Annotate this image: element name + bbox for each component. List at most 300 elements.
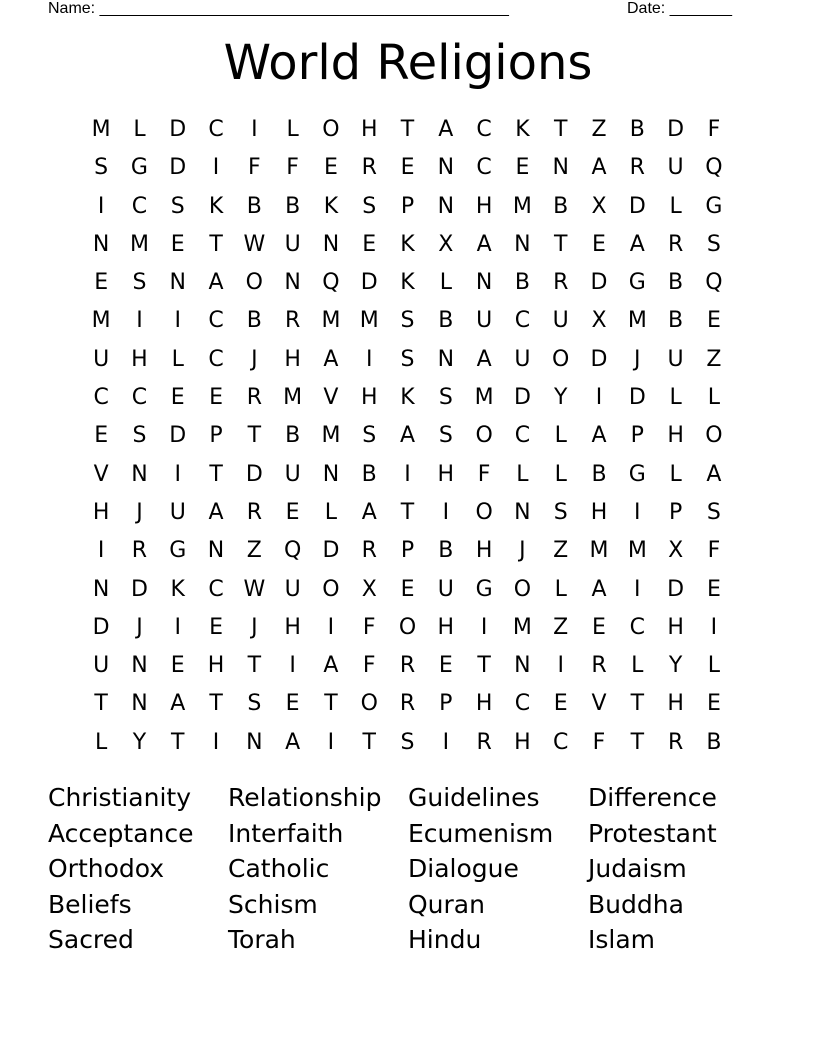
grid-row — [82, 302, 733, 340]
grid-letter: H — [284, 614, 301, 640]
grid-letter: S — [362, 193, 377, 219]
grid-letter: U — [514, 346, 531, 372]
word-bank-item: Ecumenism — [408, 818, 554, 848]
grid-letter: D — [513, 385, 531, 411]
grid-letter: N — [437, 193, 455, 219]
grid-letter: A — [361, 499, 377, 525]
grid-letter: P — [439, 691, 453, 717]
grid-letter: C — [208, 576, 224, 602]
grid-letter: A — [476, 346, 492, 372]
grid-letter: L — [631, 653, 644, 679]
grid-letter: I — [97, 193, 105, 219]
grid-letter: I — [289, 653, 296, 679]
grid-row — [82, 456, 733, 494]
grid-letter: C — [514, 308, 531, 334]
word-bank-item: Interfaith — [228, 818, 344, 848]
grid-letter: E — [285, 499, 300, 525]
word-bank-item: Quran — [408, 889, 485, 919]
word-bank-row — [48, 887, 768, 923]
grid-letter: D — [667, 117, 685, 142]
grid-letter: L — [669, 385, 682, 411]
grid-letter: L — [669, 461, 682, 487]
grid-letter: U — [552, 308, 569, 334]
grid-letter: T — [209, 691, 223, 717]
grid-letter: Z — [591, 117, 607, 142]
grid-letter: O — [475, 499, 493, 525]
grid-letter: T — [94, 691, 108, 717]
word-bank-row — [48, 922, 768, 958]
grid-letter: M — [129, 231, 149, 257]
date-field-label: Date: _______ — [627, 0, 732, 17]
grid-letter: K — [170, 576, 185, 602]
grid-letter: F — [362, 653, 376, 679]
grid-letter: B — [285, 193, 301, 219]
grid-letter: A — [323, 346, 339, 372]
grid-letter: N — [552, 155, 569, 181]
grid-letter: R — [591, 653, 607, 679]
grid-letter: L — [554, 423, 567, 449]
grid-letter: O — [322, 117, 340, 142]
grid-letter: F — [286, 155, 299, 181]
grid-letter: X — [438, 231, 454, 257]
grid-letter: I — [251, 117, 258, 142]
grid-letter: X — [361, 576, 377, 602]
grid-letter: E — [592, 614, 606, 640]
grid-letter: S — [706, 499, 721, 525]
grid-letter: K — [400, 231, 415, 257]
grid-letter: N — [322, 461, 340, 487]
grid-letter: R — [361, 538, 377, 564]
grid-letter: J — [136, 614, 143, 640]
grid-letter: I — [212, 729, 220, 755]
grid-letter: C — [629, 614, 645, 640]
letter-grid — [82, 111, 733, 762]
grid-row — [82, 685, 733, 723]
grid-letter: O — [705, 423, 723, 449]
grid-letter: C — [131, 193, 148, 219]
grid-letter: M — [627, 538, 647, 564]
grid-letter: O — [513, 576, 532, 602]
grid-letter: H — [475, 691, 493, 717]
grid-letter: U — [667, 155, 684, 181]
grid-letter: H — [360, 385, 378, 411]
grid-letter: E — [170, 231, 185, 257]
grid-letter: U — [476, 308, 493, 334]
grid-letter: F — [477, 461, 491, 487]
grid-letter: B — [553, 193, 569, 219]
grid-letter: E — [706, 691, 721, 717]
word-bank-item: Relationship — [228, 783, 382, 812]
grid-letter: C — [514, 423, 531, 449]
grid-letter: O — [552, 346, 570, 372]
grid-letter: G — [628, 270, 646, 296]
grid-letter: R — [284, 308, 301, 334]
grid-row — [82, 417, 733, 455]
grid-letter: P — [400, 193, 415, 219]
grid-letter: L — [554, 576, 567, 602]
grid-letter: Q — [322, 270, 340, 296]
grid-letter: G — [169, 538, 187, 564]
word-bank-item: Catholic — [228, 854, 330, 884]
grid-letter: K — [208, 193, 224, 219]
grid-letter: K — [400, 385, 415, 411]
grid-letter: U — [93, 346, 110, 372]
grid-letter: C — [131, 385, 148, 411]
grid-letter: Z — [553, 538, 569, 564]
grid-letter: P — [630, 423, 644, 449]
grid-letter: M — [589, 538, 609, 564]
grid-letter: S — [438, 423, 453, 449]
grid-letter: C — [208, 346, 224, 372]
grid-letter: L — [707, 653, 721, 679]
grid-letter: E — [400, 576, 415, 602]
grid-letter: G — [628, 461, 646, 487]
grid-letter: H — [284, 346, 301, 372]
grid-letter: E — [515, 155, 530, 181]
grid-letter: N — [92, 576, 110, 602]
grid-letter: U — [437, 576, 454, 602]
grid-letter: C — [514, 691, 531, 717]
grid-letter: B — [668, 308, 684, 334]
grid-letter: H — [360, 117, 378, 142]
grid-letter: D — [322, 538, 340, 564]
grid-letter: L — [95, 729, 108, 755]
grid-letter: I — [136, 308, 143, 334]
word-bank-item: Islam — [588, 925, 656, 955]
grid-row — [82, 341, 733, 379]
grid-letter: D — [667, 576, 685, 602]
word-bank-item: Christianity — [48, 783, 192, 812]
grid-letter: R — [553, 270, 569, 296]
grid-letter: R — [246, 499, 262, 525]
grid-letter: C — [476, 155, 492, 181]
grid-letter: B — [285, 423, 301, 449]
grid-letter: K — [400, 270, 415, 296]
word-bank-row — [48, 816, 768, 852]
grid-letter: L — [324, 499, 338, 525]
grid-row — [82, 264, 733, 302]
grid-row — [82, 111, 733, 149]
grid-row — [82, 571, 733, 609]
grid-letter: G — [130, 155, 148, 181]
grid-letter: B — [514, 270, 530, 296]
grid-letter: V — [323, 385, 339, 411]
grid-letter: I — [634, 499, 641, 525]
word-bank-item: Dialogue — [408, 854, 519, 884]
grid-letter: T — [400, 117, 415, 142]
name-field-label: Name: ______________________________________________ — [48, 0, 509, 17]
grid-letter: S — [170, 193, 185, 219]
grid-letter: E — [323, 155, 338, 181]
grid-letter: U — [93, 653, 110, 679]
grid-letter: X — [668, 538, 684, 564]
grid-letter: D — [169, 155, 187, 181]
grid-letter: T — [630, 729, 645, 755]
word-bank-item: Beliefs — [48, 889, 132, 919]
grid-letter: E — [209, 385, 223, 411]
grid-letter: E — [94, 270, 109, 296]
word-bank — [48, 780, 768, 958]
grid-letter: E — [553, 691, 568, 717]
grid-letter: B — [246, 193, 262, 219]
grid-letter: E — [400, 155, 415, 181]
grid-letter: N — [131, 691, 148, 717]
grid-letter: D — [92, 614, 110, 640]
grid-letter: E — [706, 576, 721, 602]
grid-letter: T — [553, 231, 568, 257]
grid-letter: A — [208, 499, 224, 525]
word-bank-item: Judaism — [588, 854, 687, 884]
grid-letter: I — [174, 308, 181, 334]
grid-row — [82, 724, 733, 762]
grid-letter: B — [668, 270, 684, 296]
grid-letter: E — [706, 308, 721, 334]
grid-letter: A — [399, 423, 416, 449]
grid-letter: R — [246, 385, 262, 411]
grid-letter: N — [514, 499, 531, 525]
grid-letter: G — [705, 193, 723, 219]
grid-letter: U — [284, 461, 301, 487]
grid-letter: B — [246, 308, 262, 334]
grid-letter: Z — [706, 346, 722, 372]
grid-letter: M — [474, 385, 494, 411]
grid-letter: O — [475, 423, 493, 449]
grid-letter: A — [591, 423, 607, 449]
grid-letter: D — [360, 270, 378, 296]
grid-letter: Y — [132, 729, 147, 755]
grid-letter: S — [438, 385, 453, 411]
grid-letter: H — [92, 499, 110, 525]
grid-letter: N — [131, 653, 148, 679]
grid-letter: B — [629, 117, 645, 142]
grid-letter: D — [628, 193, 646, 219]
grid-letter: V — [591, 691, 607, 717]
grid-letter: R — [361, 155, 377, 181]
grid-letter: E — [209, 614, 223, 640]
grid-letter: V — [93, 461, 109, 487]
grid-letter: X — [591, 193, 607, 219]
grid-letter: S — [400, 729, 415, 755]
grid-letter: H — [475, 193, 493, 219]
word-bank-item: Torah — [228, 925, 296, 955]
grid-letter: I — [442, 729, 450, 755]
grid-letter: I — [97, 538, 105, 564]
grid-letter: I — [327, 729, 335, 755]
grid-letter: B — [706, 729, 722, 755]
grid-letter: A — [706, 461, 722, 487]
grid-row — [82, 494, 733, 532]
grid-letter: R — [667, 729, 684, 755]
grid-letter: T — [209, 461, 223, 487]
grid-letter: L — [171, 346, 184, 372]
grid-letter: U — [284, 231, 301, 257]
grid-letter: T — [209, 231, 223, 257]
grid-letter: T — [247, 653, 262, 679]
grid-letter: S — [400, 308, 415, 334]
grid-letter: U — [169, 499, 186, 525]
grid-letter: C — [208, 308, 224, 334]
grid-letter: P — [400, 538, 415, 564]
grid-letter: N — [475, 270, 493, 296]
grid-letter: M — [321, 423, 341, 449]
grid-letter: M — [512, 614, 532, 640]
grid-letter: Q — [705, 270, 723, 296]
grid-letter: L — [669, 193, 682, 219]
grid-letter: S — [400, 346, 415, 372]
grid-letter: B — [438, 538, 454, 564]
grid-letter: D — [169, 423, 187, 449]
word-bank-item: Schism — [228, 889, 318, 919]
grid-letter: J — [519, 538, 526, 564]
word-bank-item: Protestant — [588, 818, 717, 848]
grid-letter: F — [707, 538, 721, 564]
grid-letter: I — [212, 155, 220, 181]
grid-letter: B — [591, 461, 607, 487]
word-bank-item: Difference — [588, 783, 717, 812]
grid-letter: T — [247, 423, 262, 449]
grid-letter: I — [404, 461, 411, 487]
grid-letter: A — [591, 155, 607, 181]
grid-letter: R — [399, 653, 416, 679]
grid-letter: E — [170, 385, 185, 411]
grid-letter: E — [285, 691, 300, 717]
grid-letter: K — [323, 193, 339, 219]
grid-letter: R — [667, 231, 684, 257]
grid-letter: Q — [705, 155, 723, 181]
grid-letter: N — [437, 155, 455, 181]
grid-letter: L — [554, 461, 567, 487]
grid-letter: L — [439, 270, 452, 296]
grid-letter: O — [398, 614, 417, 640]
header — [48, 0, 748, 20]
grid-letter: T — [362, 729, 376, 755]
grid-letter: S — [362, 423, 377, 449]
grid-letter: H — [475, 538, 493, 564]
grid-letter: A — [591, 576, 607, 602]
grid-letter: I — [174, 614, 181, 640]
grid-letter: O — [245, 270, 263, 296]
grid-letter: M — [321, 308, 341, 334]
grid-letter: I — [365, 346, 373, 372]
grid-letter: S — [247, 691, 262, 717]
grid-letter: P — [209, 423, 223, 449]
grid-letter: A — [629, 231, 645, 257]
grid-letter: T — [400, 499, 415, 525]
grid-letter: G — [475, 576, 493, 602]
grid-letter: D — [628, 385, 646, 411]
grid-letter: I — [634, 576, 641, 602]
grid-letter: M — [512, 193, 532, 219]
word-bank-item: Sacred — [48, 925, 134, 955]
grid-letter: E — [438, 653, 453, 679]
grid-letter: S — [94, 155, 109, 181]
grid-letter: D — [590, 346, 608, 372]
grid-letter: N — [514, 653, 531, 679]
grid-letter: F — [707, 117, 721, 142]
grid-letter: J — [634, 346, 641, 372]
grid-letter: A — [208, 270, 224, 296]
grid-letter: H — [667, 691, 684, 717]
grid-letter: H — [667, 423, 684, 449]
grid-row — [82, 226, 733, 264]
grid-letter: S — [132, 423, 147, 449]
grid-letter: A — [438, 117, 454, 142]
grid-letter: F — [248, 155, 261, 181]
grid-letter: X — [591, 308, 607, 334]
grid-letter: Z — [246, 538, 262, 564]
word-bank-item: Orthodox — [48, 854, 165, 884]
grid-letter: D — [169, 117, 187, 142]
grid-letter: L — [707, 385, 721, 411]
grid-letter: H — [207, 653, 225, 679]
grid-letter: L — [133, 117, 146, 142]
grid-letter: P — [668, 499, 683, 525]
grid-letter: F — [592, 729, 606, 755]
grid-letter: O — [322, 576, 340, 602]
grid-letter: Q — [283, 538, 302, 564]
grid-letter: M — [359, 308, 379, 334]
grid-letter: J — [251, 614, 258, 640]
grid-letter: W — [243, 231, 266, 257]
grid-letter: H — [437, 461, 455, 487]
grid-letter: J — [251, 346, 258, 372]
word-bank-item: Buddha — [588, 889, 684, 919]
grid-letter: R — [629, 155, 645, 181]
grid-letter: T — [324, 691, 338, 717]
grid-letter: B — [438, 308, 454, 334]
grid-letter: R — [476, 729, 492, 755]
grid-letter: B — [361, 461, 377, 487]
grid-row — [82, 379, 733, 417]
word-bank-row — [48, 851, 768, 887]
grid-letter: K — [515, 117, 530, 142]
word-bank-row — [48, 780, 768, 816]
grid-letter: D — [245, 461, 263, 487]
grid-letter: M — [627, 308, 647, 334]
page-title: World Religions — [223, 35, 593, 91]
grid-letter: S — [553, 499, 568, 525]
grid-letter: E — [170, 653, 185, 679]
grid-letter: N — [437, 346, 455, 372]
grid-row — [82, 149, 733, 187]
grid-letter: H — [514, 729, 531, 755]
grid-letter: H — [437, 614, 455, 640]
grid-letter: C — [553, 729, 569, 755]
grid-letter: H — [590, 499, 608, 525]
grid-letter: N — [92, 231, 110, 257]
grid-row — [82, 647, 733, 685]
grid-letter: H — [667, 614, 684, 640]
grid-letter: W — [243, 576, 266, 602]
grid-letter: T — [171, 729, 185, 755]
grid-letter: E — [362, 231, 377, 257]
grid-letter: J — [136, 499, 143, 525]
grid-letter: A — [170, 691, 186, 717]
grid-letter: C — [93, 385, 109, 411]
grid-letter: I — [174, 461, 181, 487]
grid-letter: I — [480, 614, 488, 640]
grid-letter: I — [327, 614, 335, 640]
grid-letter: L — [286, 117, 299, 142]
grid-letter: N — [514, 231, 531, 257]
grid-letter: C — [476, 117, 492, 142]
grid-letter: S — [132, 270, 147, 296]
word-bank-item: Acceptance — [48, 818, 194, 848]
grid-letter: H — [131, 346, 148, 372]
grid-letter: N — [169, 270, 186, 296]
grid-letter: A — [323, 653, 339, 679]
grid-letter: R — [399, 691, 416, 717]
